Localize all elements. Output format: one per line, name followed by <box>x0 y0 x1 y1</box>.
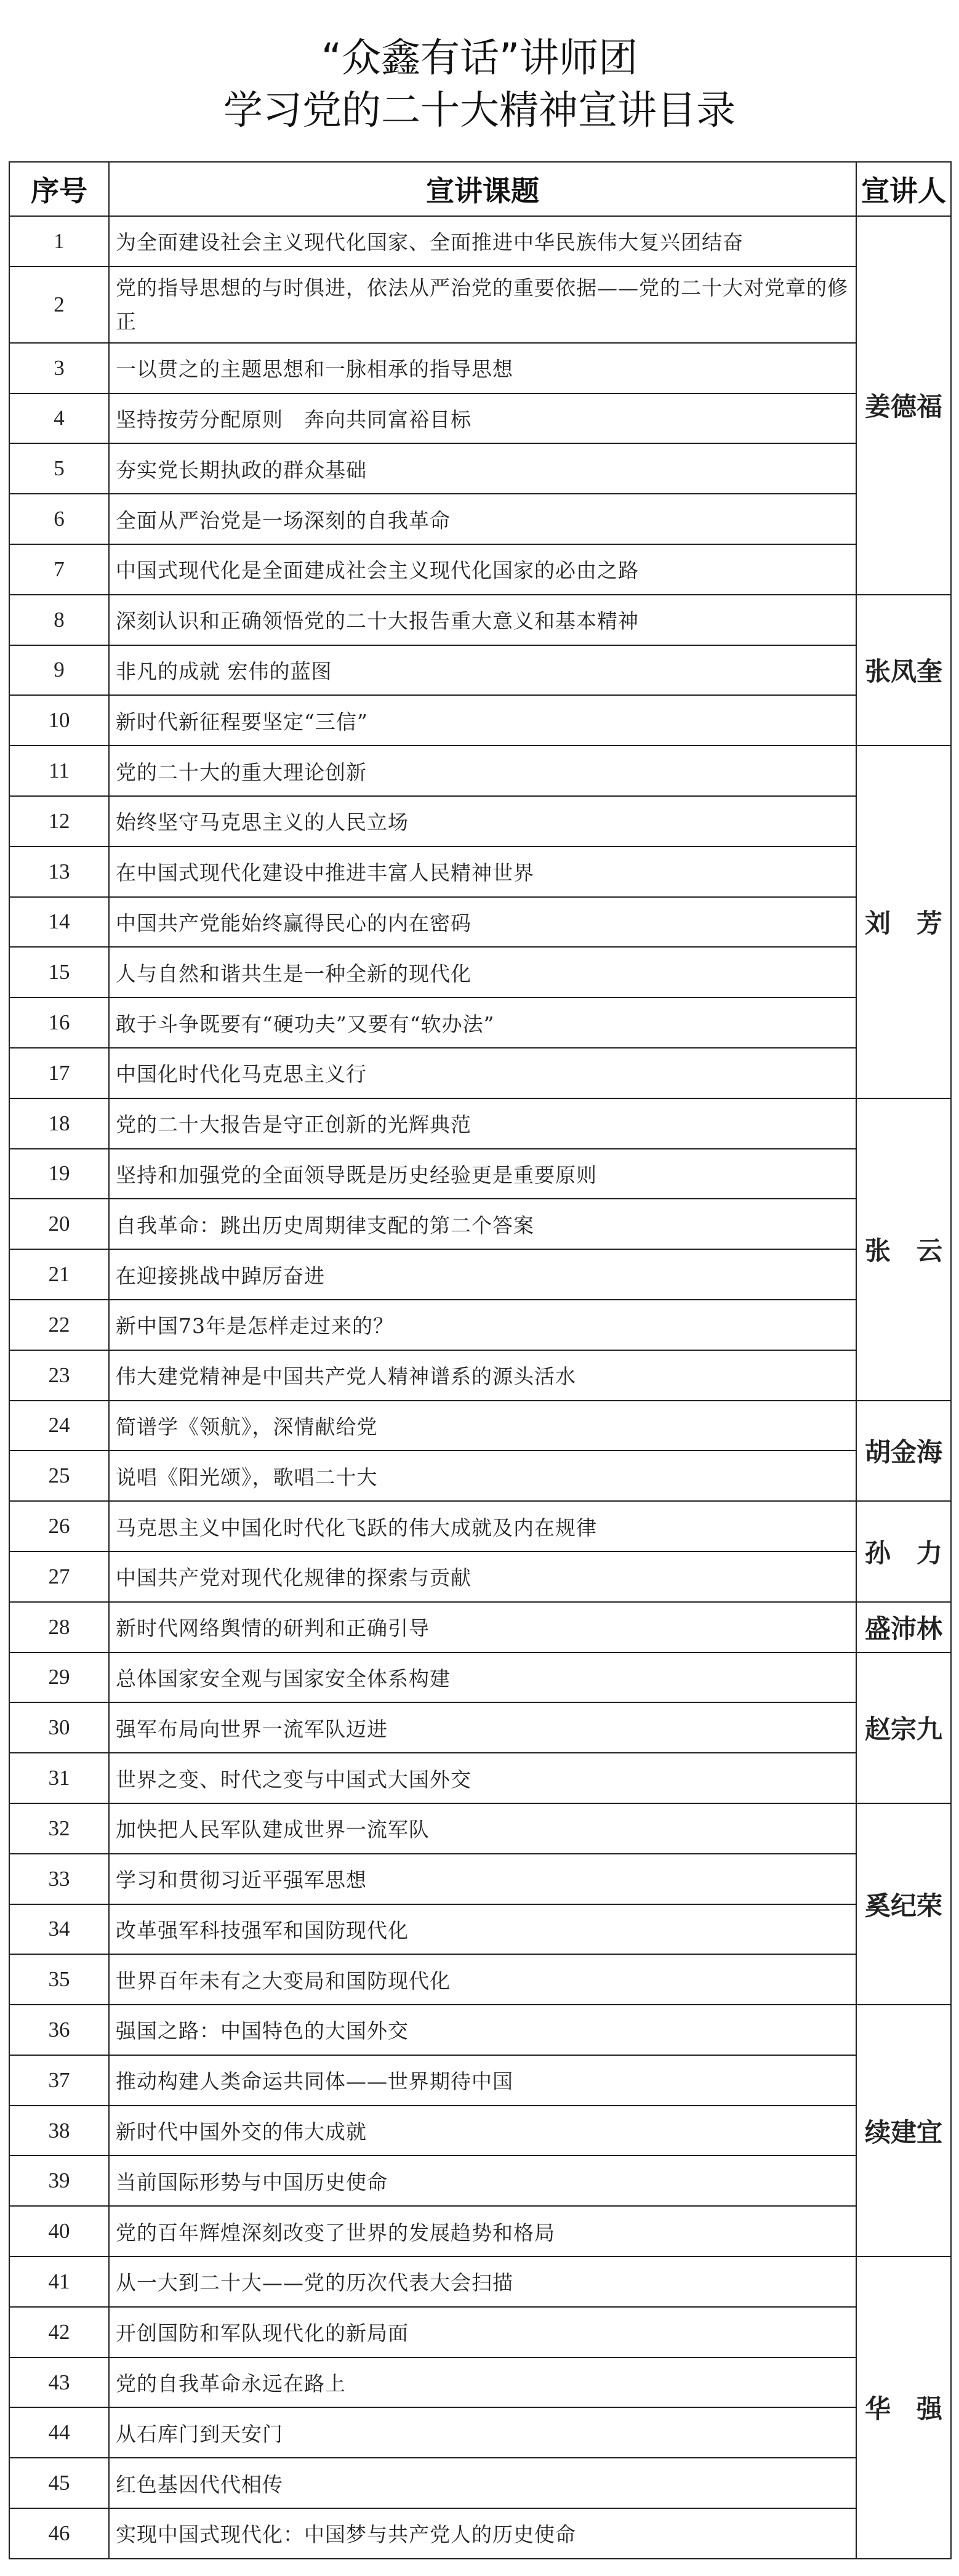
table-row <box>9 2155 951 2206</box>
row-number: 22 <box>9 1300 109 1350</box>
table-row <box>9 1753 951 1803</box>
speaker-name: 孙 力 <box>856 1501 951 1602</box>
row-topic: 坚持按劳分配原则 奔向共同富裕目标 <box>109 393 856 444</box>
row-topic: 强国之路：中国特色的大国外交 <box>109 2005 856 2055</box>
table-row <box>9 1602 951 1652</box>
row-number: 1 <box>9 216 109 267</box>
table-row <box>9 746 951 796</box>
row-number: 31 <box>9 1753 109 1803</box>
row-topic: 在中国式现代化建设中推进丰富人民精神世界 <box>109 847 856 897</box>
table-row <box>9 1199 951 1249</box>
table-row <box>9 1803 951 1854</box>
speaker-name: 奚纪荣 <box>856 1803 951 2005</box>
row-number: 43 <box>9 2357 109 2408</box>
row-number: 30 <box>9 1702 109 1753</box>
row-topic: 简谱学《领航》，深情献给党 <box>109 1401 856 1451</box>
table-row <box>9 1451 951 1501</box>
row-number: 39 <box>9 2155 109 2206</box>
speaker-name: 盛沛林 <box>856 1602 951 1652</box>
table-row <box>9 343 951 393</box>
row-number: 23 <box>9 1350 109 1401</box>
table-row <box>9 1652 951 1703</box>
speaker-name: 华 强 <box>856 2256 951 2559</box>
header-speaker: 宣讲人 <box>856 162 951 216</box>
row-number: 12 <box>9 796 109 847</box>
row-topic: 说唱《阳光颂》，歌唱二十大 <box>109 1451 856 1501</box>
speaker-name: 姜德福 <box>856 216 951 595</box>
row-number: 46 <box>9 2508 109 2559</box>
row-topic: 中国共产党能始终赢得民心的内在密码 <box>109 897 856 948</box>
row-number: 13 <box>9 847 109 897</box>
table-row <box>9 2256 951 2307</box>
row-topic: 实现中国式现代化：中国梦与共产党人的历史使命 <box>109 2508 856 2559</box>
table-row <box>9 2307 951 2357</box>
row-topic: 自我革命：跳出历史周期律支配的第二个答案 <box>109 1199 856 1249</box>
speaker-name: 赵宗九 <box>856 1652 951 1803</box>
row-topic: 新时代新征程要坚定“三信” <box>109 695 856 746</box>
row-topic: 加快把人民军队建成世界一流军队 <box>109 1803 856 1854</box>
row-number: 5 <box>9 443 109 494</box>
table-row <box>9 2508 951 2559</box>
row-topic: 伟大建党精神是中国共产党人精神谱系的源头活水 <box>109 1350 856 1401</box>
row-topic: 中国共产党对现代化规律的探索与贡献 <box>109 1552 856 1602</box>
row-topic: 红色基因代代相传 <box>109 2458 856 2508</box>
row-number: 17 <box>9 1048 109 1098</box>
row-number: 24 <box>9 1401 109 1451</box>
table-row <box>9 1501 951 1552</box>
row-topic: 全面从严治党是一场深刻的自我革命 <box>109 494 856 544</box>
table-row <box>9 897 951 948</box>
table-row <box>9 1350 951 1401</box>
row-number: 32 <box>9 1803 109 1854</box>
table-row <box>9 1552 951 1602</box>
row-number: 26 <box>9 1501 109 1552</box>
row-topic: 坚持和加强党的全面领导既是历史经验更是重要原则 <box>109 1149 856 1199</box>
row-topic: 为全面建设社会主义现代化国家、全面推进中华民族伟大复兴团结奋 <box>109 216 856 267</box>
row-topic: 党的二十大报告是守正创新的光辉典范 <box>109 1098 856 1149</box>
table-row <box>9 544 951 595</box>
row-topic: 敢于斗争既要有“硬功夫”又要有“软办法” <box>109 997 856 1048</box>
row-number: 3 <box>9 343 109 393</box>
table-row <box>9 2458 951 2508</box>
row-number: 25 <box>9 1451 109 1501</box>
row-number: 6 <box>9 494 109 544</box>
row-topic: 马克思主义中国化时代化飞跃的伟大成就及内在规律 <box>109 1501 856 1552</box>
row-topic: 中国化时代化马克思主义行 <box>109 1048 856 1098</box>
header-num: 序号 <box>9 162 109 216</box>
row-topic: 新中国73年是怎样走过来的？ <box>109 1300 856 1350</box>
row-topic: 新时代网络舆情的研判和正确引导 <box>109 1602 856 1652</box>
table-row <box>9 695 951 746</box>
row-topic: 党的指导思想的与时俱进，依法从严治党的重要依据——党的二十大对党章的修正 <box>109 267 856 343</box>
row-topic: 在迎接挑战中踔厉奋进 <box>109 1249 856 1300</box>
speaker-name: 张 云 <box>856 1098 951 1401</box>
row-number: 21 <box>9 1249 109 1300</box>
speaker-name: 张凤奎 <box>856 595 951 746</box>
row-topic: 从石库门到天安门 <box>109 2407 856 2458</box>
row-topic: 世界之变、时代之变与中国式大国外交 <box>109 1753 856 1803</box>
row-number: 42 <box>9 2307 109 2357</box>
row-number: 4 <box>9 393 109 444</box>
row-topic: 一以贯之的主题思想和一脉相承的指导思想 <box>109 343 856 393</box>
table-row <box>9 947 951 997</box>
row-topic: 世界百年未有之大变局和国防现代化 <box>109 1954 856 2005</box>
row-topic: 党的百年辉煌深刻改变了世界的发展趋势和格局 <box>109 2206 856 2256</box>
row-topic: 开创国防和军队现代化的新局面 <box>109 2307 856 2357</box>
row-topic: 始终坚守马克思主义的人民立场 <box>109 796 856 847</box>
table-row <box>9 997 951 1048</box>
row-number: 29 <box>9 1652 109 1703</box>
speaker-name: 刘 芳 <box>856 746 951 1098</box>
table-row <box>9 1702 951 1753</box>
table-row <box>9 2407 951 2458</box>
row-topic: 夯实党长期执政的群众基础 <box>109 443 856 494</box>
table-row <box>9 1904 951 1955</box>
row-topic: 深刻认识和正确领悟党的二十大报告重大意义和基本精神 <box>109 595 856 645</box>
row-number: 41 <box>9 2256 109 2307</box>
row-number: 37 <box>9 2055 109 2106</box>
title-block <box>0 0 959 161</box>
table-row <box>9 1048 951 1098</box>
row-number: 2 <box>9 267 109 343</box>
table-row <box>9 2055 951 2106</box>
title-line-2: 学习党的二十大精神宣讲目录 <box>223 88 736 134</box>
table-row <box>9 595 951 645</box>
row-topic: 非凡的成就 宏伟的蓝图 <box>109 645 856 696</box>
catalog-body <box>9 216 951 2559</box>
table-row <box>9 2357 951 2408</box>
table-row <box>9 1854 951 1904</box>
row-number: 28 <box>9 1602 109 1652</box>
row-topic: 党的自我革命永远在路上 <box>109 2357 856 2408</box>
row-number: 36 <box>9 2005 109 2055</box>
row-topic: 从一大到二十大——党的历次代表大会扫描 <box>109 2256 856 2307</box>
table-row <box>9 2206 951 2256</box>
table-row <box>9 1098 951 1149</box>
row-number: 11 <box>9 746 109 796</box>
title-line-1: “众鑫有话”讲师团 <box>321 36 638 81</box>
row-number: 18 <box>9 1098 109 1149</box>
row-number: 9 <box>9 645 109 696</box>
row-topic: 强军布局向世界一流军队迈进 <box>109 1702 856 1753</box>
row-number: 35 <box>9 1954 109 2005</box>
row-number: 19 <box>9 1149 109 1199</box>
table-header-row <box>9 162 951 216</box>
row-number: 7 <box>9 544 109 595</box>
row-number: 40 <box>9 2206 109 2256</box>
row-number: 38 <box>9 2106 109 2156</box>
row-number: 45 <box>9 2458 109 2508</box>
speaker-name: 胡金海 <box>856 1401 951 1502</box>
table-row <box>9 847 951 897</box>
table-row <box>9 1954 951 2005</box>
row-number: 33 <box>9 1854 109 1904</box>
row-number: 20 <box>9 1199 109 1249</box>
table-row <box>9 1401 951 1451</box>
row-topic: 改革强军科技强军和国防现代化 <box>109 1904 856 1955</box>
table-row <box>9 1149 951 1199</box>
table-row <box>9 216 951 267</box>
row-topic: 中国式现代化是全面建成社会主义现代化国家的必由之路 <box>109 544 856 595</box>
speaker-name: 续建宜 <box>856 2005 951 2256</box>
table-row <box>9 2106 951 2156</box>
table-row <box>9 494 951 544</box>
row-topic: 人与自然和谐共生是一种全新的现代化 <box>109 947 856 997</box>
row-number: 16 <box>9 997 109 1048</box>
table-row <box>9 796 951 847</box>
row-number: 10 <box>9 695 109 746</box>
row-topic: 新时代中国外交的伟大成就 <box>109 2106 856 2156</box>
row-number: 8 <box>9 595 109 645</box>
row-number: 15 <box>9 947 109 997</box>
table-row <box>9 645 951 696</box>
table-row <box>9 2005 951 2055</box>
table-row <box>9 443 951 494</box>
row-topic: 总体国家安全观与国家安全体系构建 <box>109 1652 856 1703</box>
row-topic: 推动构建人类命运共同体——世界期待中国 <box>109 2055 856 2106</box>
row-number: 34 <box>9 1904 109 1955</box>
row-number: 27 <box>9 1552 109 1602</box>
row-topic: 党的二十大的重大理论创新 <box>109 746 856 796</box>
row-topic: 学习和贯彻习近平强军思想 <box>109 1854 856 1904</box>
table-row <box>9 1249 951 1300</box>
row-topic: 当前国际形势与中国历史使命 <box>109 2155 856 2206</box>
table-row <box>9 393 951 444</box>
row-number: 14 <box>9 897 109 948</box>
row-number: 44 <box>9 2407 109 2458</box>
catalog-table <box>9 161 952 2559</box>
header-topic: 宣讲课题 <box>109 162 856 216</box>
table-row <box>9 267 951 343</box>
table-row <box>9 1300 951 1350</box>
